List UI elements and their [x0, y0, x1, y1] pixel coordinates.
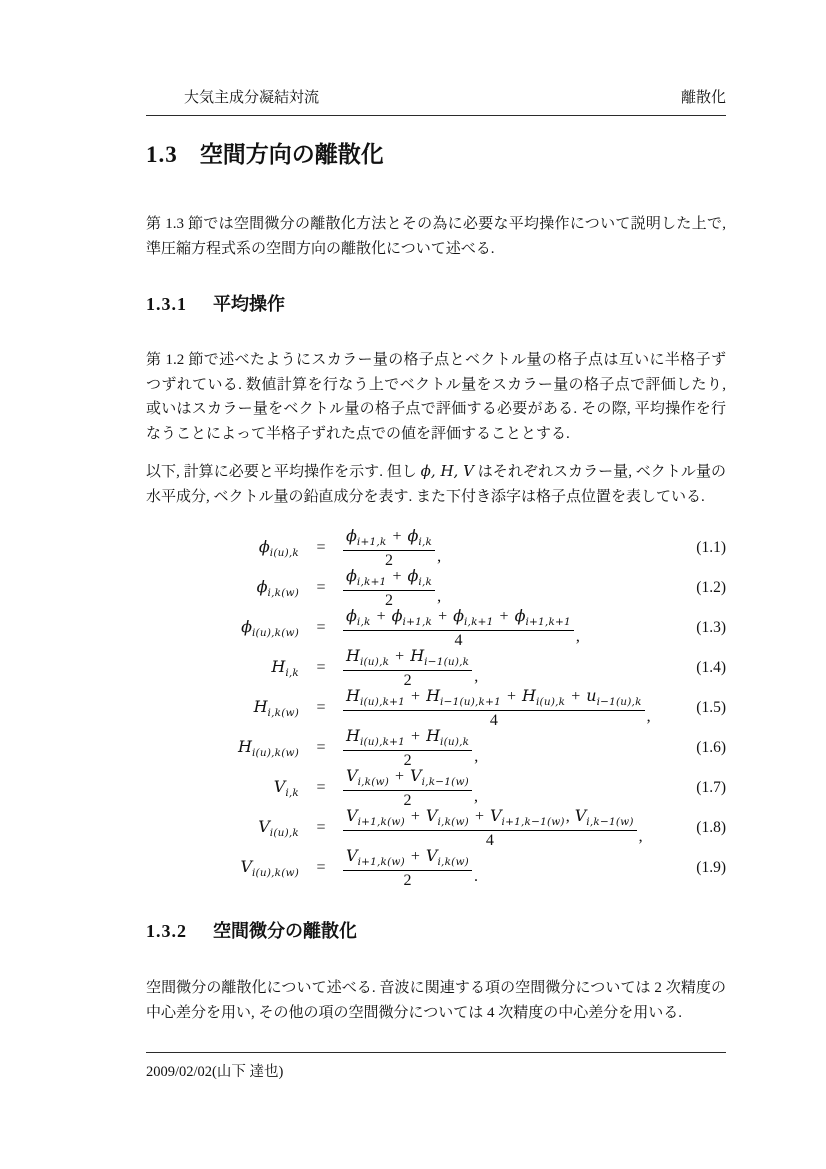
equation-number: (1.1) — [696, 539, 726, 556]
equals-sign: = — [316, 659, 326, 676]
subsection-heading-131 — [146, 290, 726, 316]
equation-number: (1.4) — [696, 659, 726, 676]
numerator: $H_{i(u),k+1} + H_{i(u),k}$ — [343, 726, 472, 751]
paragraph-averaging-intro — [146, 459, 726, 509]
equation-punctuation: , — [473, 788, 478, 805]
denominator: 4 — [485, 832, 494, 849]
inline-math-variables: ϕ, H, V — [420, 462, 474, 480]
equation-row-1-1 — [146, 528, 726, 568]
fraction — [343, 606, 574, 650]
equation-number: (1.6) — [696, 739, 726, 756]
numerator: $\phi_{i,k+1} + \phi_{i,k}$ — [343, 566, 435, 591]
page-footer — [146, 1052, 726, 1081]
equation-punctuation: , — [474, 668, 479, 685]
equation-number: (1.7) — [696, 779, 726, 796]
numerator: $H_{i(u),k} + H_{i-1(u),k}$ — [343, 646, 472, 671]
equation-punctuation: , — [575, 628, 580, 645]
equation-punctuation: . — [473, 868, 478, 885]
equals-sign: = — [316, 859, 326, 876]
paragraph-text: はそれぞれスカラー量, ベクトル量の水平成分, ベクトル量の鉛直成分を表す. また下付き添字は格子点位置を表している. — [146, 464, 726, 505]
section-intro-paragraph: 第 1.3 節では空間微分の離散化方法とその為に必要な平均操作について説明した上で, 準圧縮方程式系の空間方向の離散化について述べる. — [146, 216, 726, 257]
denominator: 2 — [385, 552, 394, 569]
denominator: 2 — [403, 752, 412, 769]
numerator: $\phi_{i+1,k} + \phi_{i,k}$ — [343, 526, 435, 551]
section-heading — [146, 136, 726, 169]
equation-punctuation: , — [437, 548, 442, 565]
equation-row-1-5 — [146, 688, 726, 728]
equation-row-1-6 — [146, 728, 726, 768]
equation-lhs: $V_{i(u),k(w)}$ — [240, 857, 299, 879]
fraction — [343, 646, 472, 690]
equation-lhs: $V_{i,k}$ — [273, 777, 299, 799]
fraction — [343, 686, 645, 730]
equation-number: (1.9) — [696, 859, 726, 876]
page-header — [146, 86, 726, 116]
equation-lhs: $V_{i(u),k}$ — [258, 817, 299, 839]
equation-row-1-2 — [146, 568, 726, 608]
numerator: $V_{i+1,k(w)} + V_{i,k(w)}$ — [343, 846, 472, 871]
equation-number: (1.5) — [696, 699, 726, 716]
equation-row-1-8 — [146, 808, 726, 848]
denominator: 4 — [489, 712, 498, 729]
equation-punctuation: , — [638, 828, 643, 845]
numerator: $V_{i+1,k(w)} + V_{i,k(w)} + V_{i+1,k-1(w)}$, $V_{i,k-1(w)}$ — [343, 806, 637, 831]
equation-row-1-9 — [146, 848, 726, 888]
fraction — [343, 566, 435, 610]
equation-row-1-3 — [146, 608, 726, 648]
fraction — [343, 806, 637, 850]
numerator: $\phi_{i,k} + \phi_{i+1,k} + \phi_{i,k+1} + \phi_{i+1,k+1}$ — [343, 606, 574, 631]
denominator: 2 — [403, 672, 412, 689]
paragraph-spatial-difference: 空間微分の離散化について述べる. 音波に関連する項の空間微分については 2 次精度の中心差分を用い, その他の項の空間微分については 4 次精度の中心差分を用いる. — [146, 980, 726, 1021]
paragraph-text: 以下, 計算に必要と平均操作を示す. 但し — [146, 464, 421, 480]
denominator: 4 — [454, 632, 463, 649]
equation-number: (1.3) — [696, 619, 726, 636]
equals-sign: = — [316, 579, 326, 596]
header-left-title: 大気主成分凝結対流 — [184, 90, 320, 106]
equals-sign: = — [316, 819, 326, 836]
equation-block — [146, 528, 726, 888]
equation-lhs: $\phi_{i,k(w)}$ — [256, 577, 299, 599]
equation-row-1-4 — [146, 648, 726, 688]
paragraph-grid-offset: 第 1.2 節で述べたようにスカラー量の格子点とベクトル量の格子点は互いに半格子ずつずれている. 数値計算を行なう上でベクトル量をスカラー量の格子点で評価したり, 或いはスカラー量をベクトル量の格子点で評価する必要がある. その際, 平均操作を行なうことによって半格子ずれた点での値を評価することとする. — [146, 352, 726, 442]
equation-number: (1.8) — [696, 819, 726, 836]
section-title: 空間方向の離散化 — [199, 141, 384, 167]
equation-punctuation: , — [474, 748, 479, 765]
subsection-title: 平均操作 — [213, 294, 285, 314]
fraction — [343, 766, 472, 810]
equation-lhs: $H_{i,k}$ — [271, 657, 299, 679]
equals-sign: = — [316, 619, 326, 636]
denominator: 2 — [403, 872, 412, 889]
equation-lhs: $H_{i,k(w)}$ — [253, 697, 299, 719]
equation-number: (1.2) — [696, 579, 726, 596]
subsection-number: 1.3.1 — [146, 294, 187, 314]
equation-punctuation: , — [646, 708, 651, 725]
denominator: 2 — [385, 592, 394, 609]
section-number: 1.3 — [146, 142, 178, 167]
equals-sign: = — [316, 699, 326, 716]
equation-row-1-7 — [146, 768, 726, 808]
equals-sign: = — [316, 779, 326, 796]
equals-sign: = — [316, 539, 326, 556]
subsection-heading-132 — [146, 917, 726, 943]
fraction — [343, 526, 435, 570]
numerator: $V_{i,k(w)} + V_{i,k-1(w)}$ — [343, 766, 472, 791]
equation-lhs: $H_{i(u),k(w)}$ — [238, 737, 299, 759]
numerator: $H_{i(u),k+1} + H_{i-1(u),k+1} + H_{i(u),k} + u_{i-1(u),k}$ — [343, 686, 645, 711]
footer-text: 2009/02/02(山下 達也) — [146, 1064, 284, 1080]
equation-punctuation: , — [437, 588, 442, 605]
equation-lhs: $\phi_{i(u),k}$ — [258, 537, 299, 559]
equation-lhs: $\phi_{i(u),k(w)}$ — [241, 617, 299, 639]
subsection-title: 空間微分の離散化 — [213, 921, 357, 941]
header-right-title: 離散化 — [680, 90, 726, 106]
fraction — [343, 846, 472, 890]
denominator: 2 — [403, 792, 412, 809]
equals-sign: = — [316, 739, 326, 756]
subsection-number: 1.3.2 — [146, 921, 187, 941]
fraction — [343, 726, 472, 770]
